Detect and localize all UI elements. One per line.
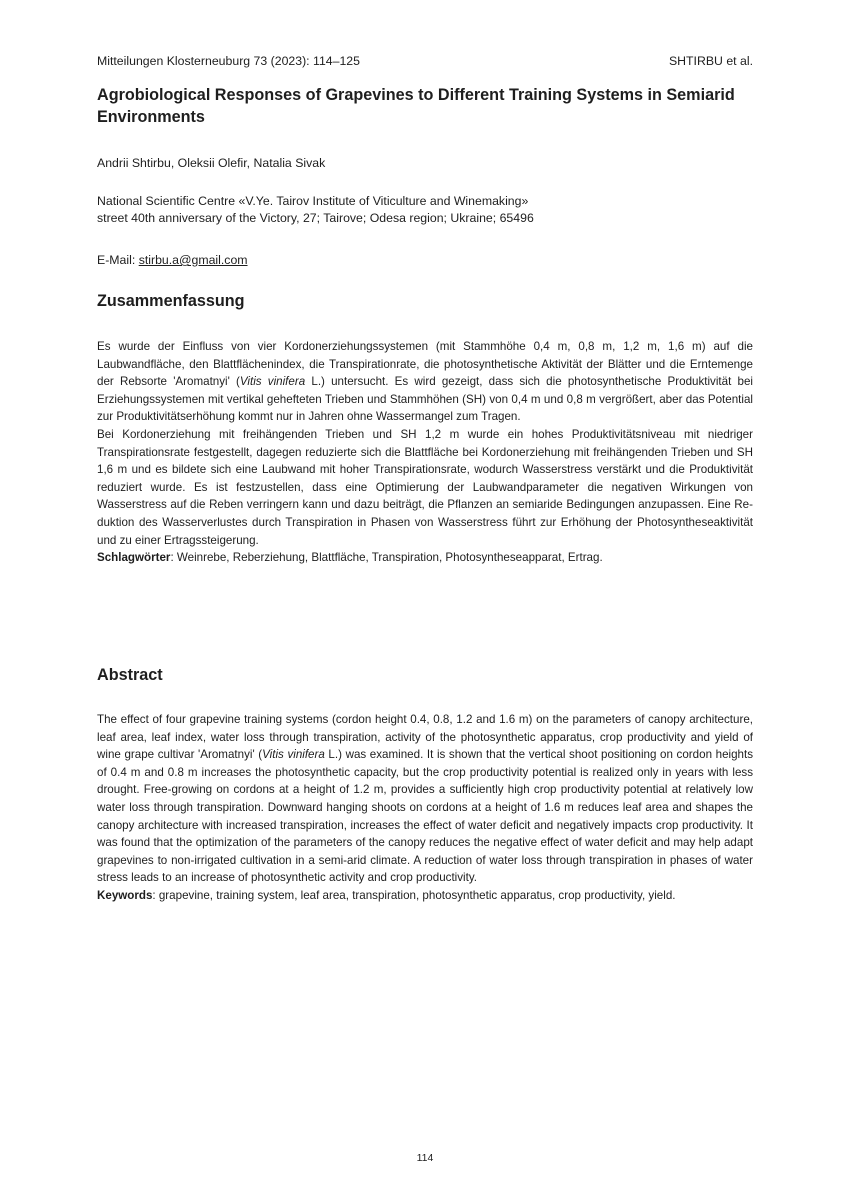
abstract-body <box>97 711 753 905</box>
contact-email <box>97 252 248 269</box>
abstract-heading: Abstract <box>97 666 163 684</box>
keywords-label: Keywords <box>97 888 153 902</box>
paper-page <box>97 0 753 1200</box>
abstract-paragraph-1 <box>97 711 753 887</box>
zusammenfassung-body <box>97 338 753 567</box>
zusammenfassung-heading: Zusammenfassung <box>97 292 245 310</box>
article-title: Agrobiological Responses of Grapevines to Different Training Systems in Semiarid Environments <box>97 86 735 126</box>
abs-p1-start: The effect of four grapevine training systems (cordon height 0.4, 0.8, 1.2 and 1.6 m) on the parameters of canopy architecture, leaf area, leaf index, water loss through transpiration, activity of the photosynthetic apparatus, crop productivity and yield of wine grape cultivar 'Aromatnyi' ( <box>97 713 753 762</box>
keywords-list: : grapevine, training system, leaf area, transpiration, photosynthetic apparatus, crop productivity, yield. <box>152 888 676 902</box>
zus-p1-start: Es wurde der Einfluss von vier Kordonerziehungssystemen (mit Stammhöhe 0,4 m, 0,8 m, 1,2 m, 1,6 m) auf die Laubwandfläche, den Blattflächenindex, die Transpirationrate, die photosynthetische Aktivität der Blätter und die Erntemenge der Rebsorte 'Aromatnyi' ( <box>97 340 753 389</box>
page-number: 114 <box>416 1152 434 1164</box>
email-link[interactable]: stirbu.a@gmail.com <box>138 253 248 267</box>
journal-citation: Mitteilungen Klosterneuburg 73 (2023): 114–125 <box>97 54 360 68</box>
schlagwoerter-label: Schlagwörter <box>97 551 171 565</box>
zusammenfassung-paragraph-2: Bei Kordonerziehung mit freihängenden Trieben und SH 1,2 m wurde ein hohes Produktivitätsniveau mit niedriger Transpirationsrate festgestellt, dagegen reduzierte sich die Blattfläche bei Kordonerziehung mit freihängenden Trieben und SH 1,6 m und es bildete sich eine Laubwand mit hoher Transpirationsrate, wodurch Wasserstress verstärkt und die Produktivität reduziert wurde. Es ist festzustellen, dass eine Optimierung der Laubwandparameter die negativen Wirkungen von Wasserstress auf die Reben verringern kann und dazu beiträgt, die Pflanzen an semiaride Bedingungen anzupassen. Eine Reduktion des Wasserverlustes durch Transpiration in Phasen von Wasserstress führt zur Erhöhung der Photosyntheseaktivität und zu einer Ertragssteigerung. <box>97 427 753 547</box>
affiliation <box>97 193 534 227</box>
running-author: SHTIRBU et al. <box>668 54 753 68</box>
schlagwoerter-list: : Weinrebe, Reberziehung, Blattfläche, Transpiration, Photosyntheseapparat, Ertrag. <box>170 551 603 565</box>
affiliation-institute: National Scientific Centre «V.Ye. Tairov Institute of Viticulture and Winemaking» <box>97 194 529 208</box>
zusammenfassung-paragraph-1 <box>97 338 753 426</box>
abs-species-name: Vitis vinifera <box>262 748 325 762</box>
author-list: Andrii Shtirbu, Oleksii Olefir, Natalia Sivak <box>97 156 326 170</box>
email-label: E-Mail: <box>97 253 139 267</box>
zusammenfassung-keywords <box>97 549 753 567</box>
zus-species-name: Vitis vinifera <box>239 375 306 389</box>
abs-p1-end: L.) was examined. It is shown that the vertical shoot positioning on cordon heights of 0.4 m and 0.8 m increases the photosynthetic capacity, but the crop productivity potential is realized only in years with less drought. Free-growing on cordons at a height of 1.2 m, provides a sufficiently high crop productivity potential at relatively low water loss through transpiration. Downward hanging shoots on cordons at a height of 1.6 m reduces leaf area and shapes the canopy architecture with increased transpiration, increases the effect of water deficit and negatively impacts crop productivity. It was found that the optimization of the parameters of the canopy reduces the negative effect of water deficit and may help adapt grapevines to non-irrigated cultivation in a semi-arid climate. A reduction of water loss through transpiration in phases of water stress leads to an increase of photosynthetic activity and crop productivity. <box>97 748 754 885</box>
abstract-keywords <box>97 887 753 905</box>
zus-p1-end: L.) untersucht. Es wird gezeigt, dass sich die photosynthetische Produktivität bei Erziehungssystemen mit vertikal gehefteten Trieben und Stammhöhen (SH) von 0,4 m und 0,8 m vergrößert, aber das Potential zur Produktivitätserhöhung kommt nur in Jahren ohne Wassermangel zum Tragen. <box>97 375 753 424</box>
running-header <box>97 52 753 70</box>
affiliation-address: street 40th anniversary of the Victory, 27; Tairove; Odesa region; Ukraine; 65496 <box>97 211 534 225</box>
